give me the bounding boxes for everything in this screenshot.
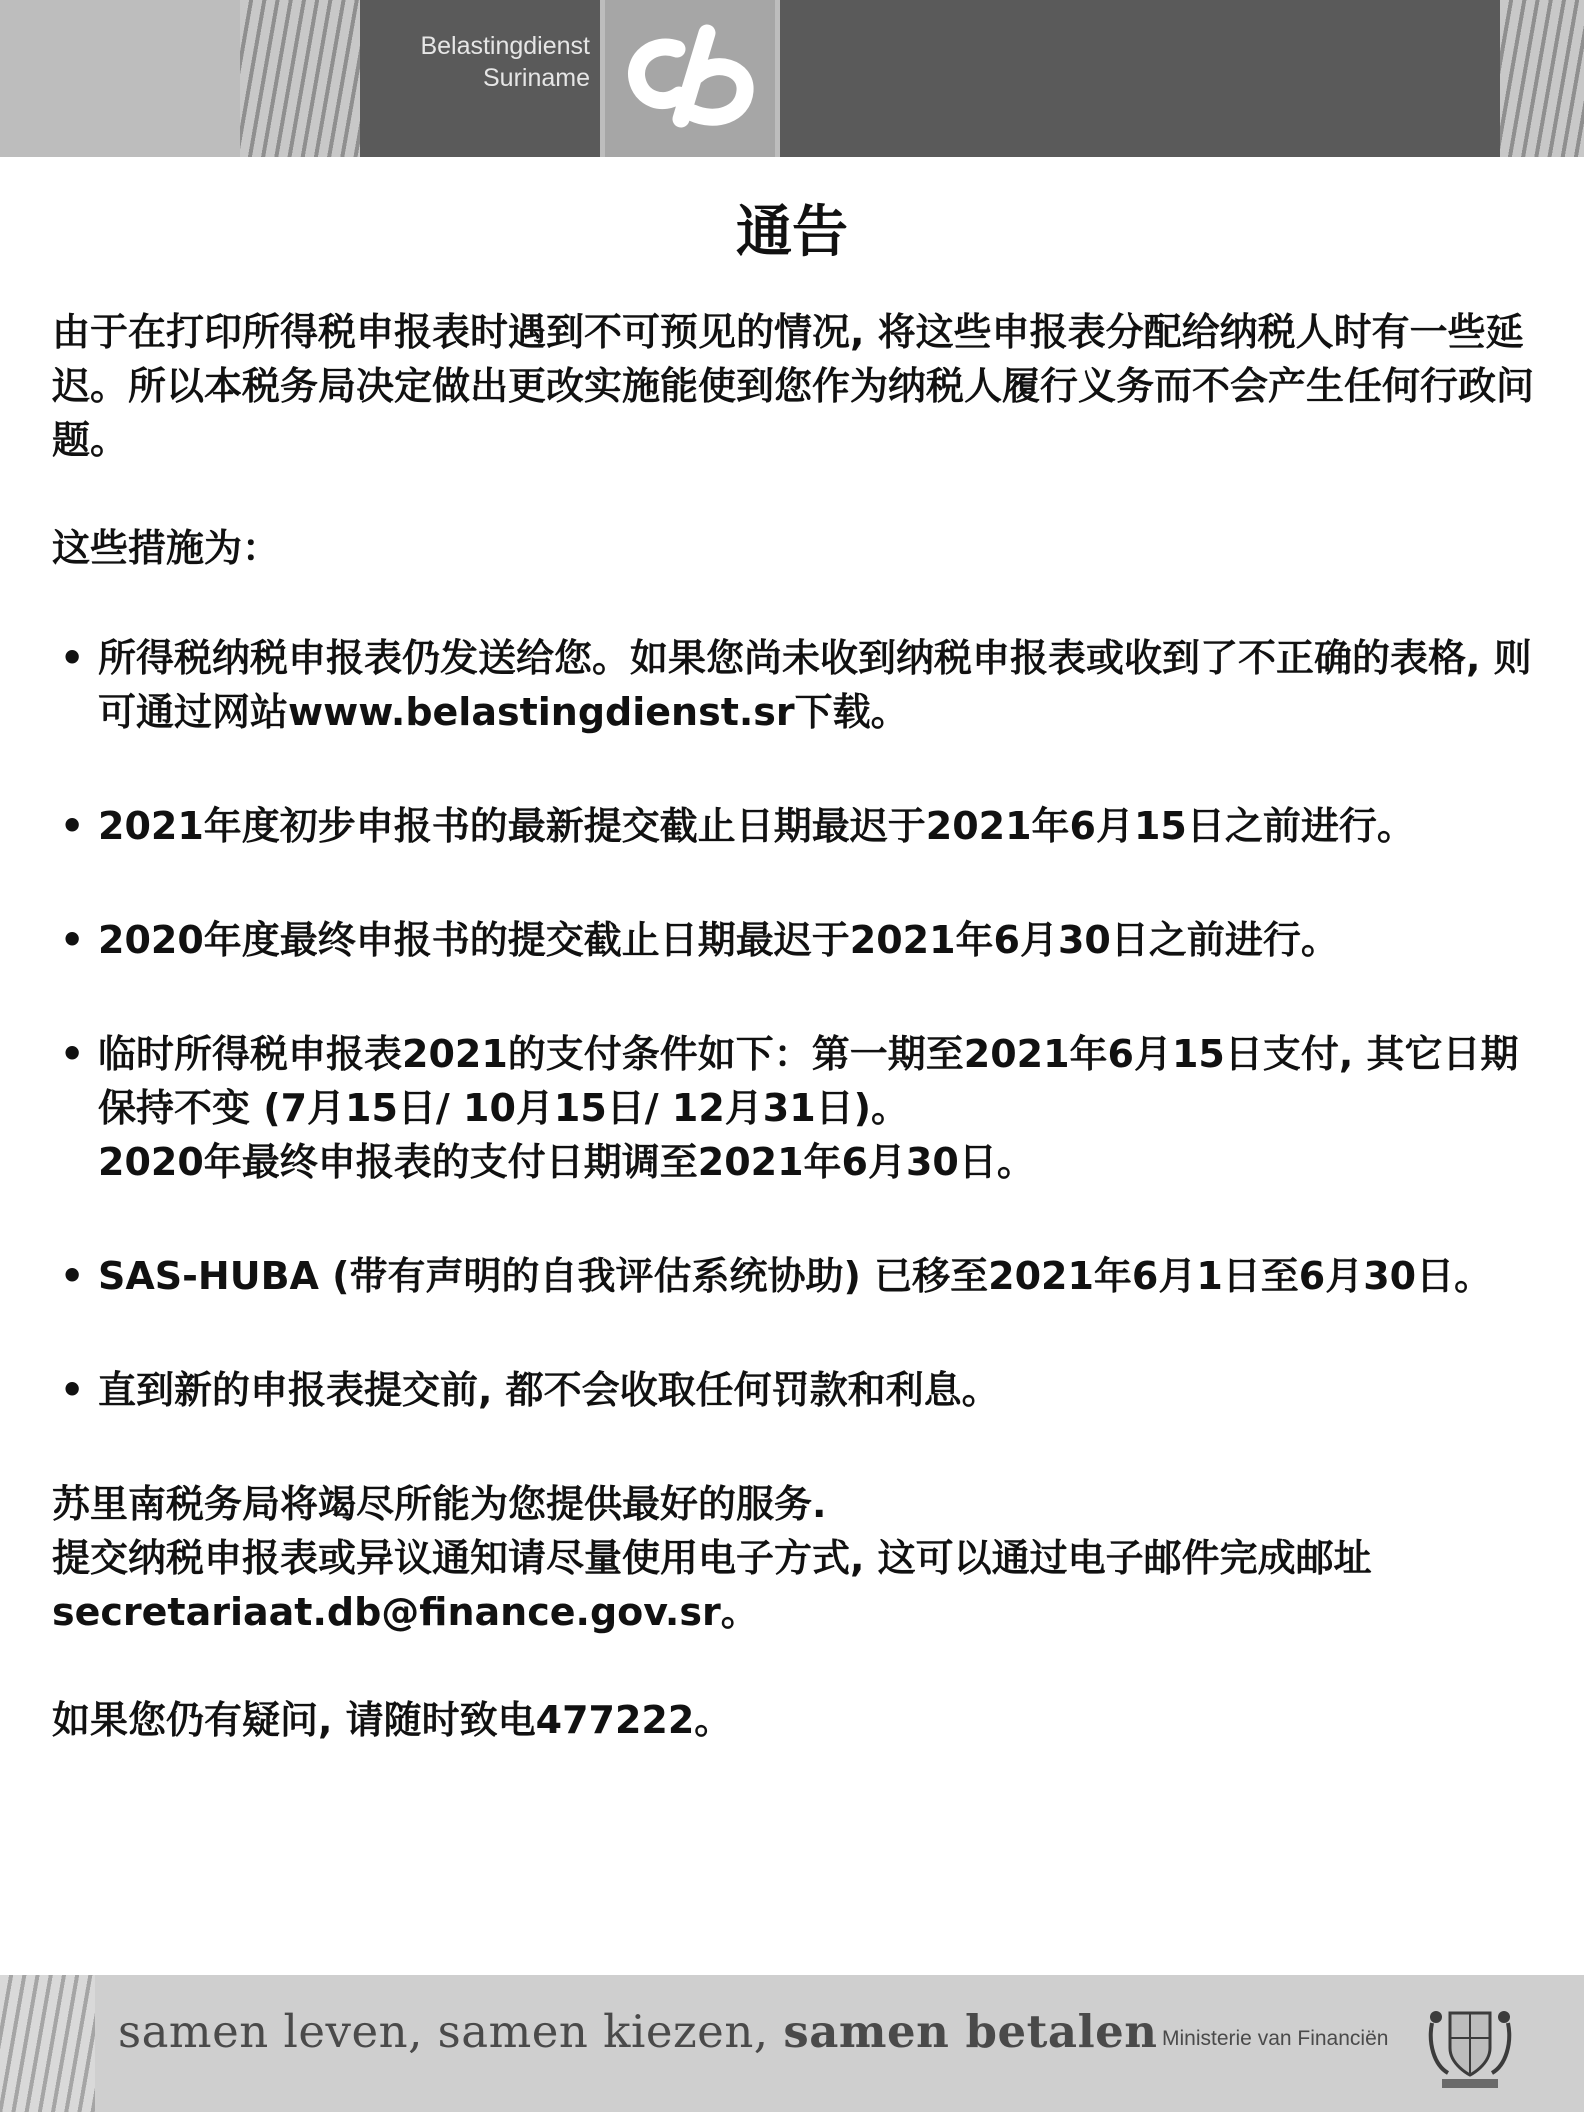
bullet-text-line2: 2020年最终申报表的支付日期调至2021年6月30日。 <box>98 1140 1035 1184</box>
footer-hatch <box>0 1975 95 2112</box>
list-item <box>52 913 1548 967</box>
header-hatch-left <box>240 0 360 157</box>
contact-line: 如果您仍有疑问, 请随时致电477222。 <box>52 1698 733 1742</box>
bullet-text: 直到新的申报表提交前, 都不会收取任何罚款和利息。 <box>98 1368 1000 1412</box>
header-hatch-right <box>1500 0 1584 157</box>
list-item <box>52 631 1548 739</box>
org-name-line1: Belastingdienst <box>420 32 590 60</box>
db-logo-icon <box>615 19 765 139</box>
slogan-part-1: samen leven, samen kiezen, <box>118 2005 784 2058</box>
slogan-part-2: samen betalen <box>783 2005 1158 2058</box>
bullet-text: SAS-HUBA (带有声明的自我评估系统协助) 已移至2021年6月1日至6月30日。 <box>98 1254 1493 1298</box>
closing-line-2: 提交纳税申报表或异议通知请尽量使用电子方式, 这可以通过电子邮件完成邮址secretariaat.db@finance.gov.sr。 <box>52 1536 1372 1634</box>
db-logo <box>605 0 775 157</box>
header-dark-panel-right <box>780 0 1500 157</box>
organization-name <box>360 30 590 94</box>
bullet-text: 所得税纳税申报表仍发送给您。如果您尚未收到纳税申报表或收到了不正确的表格, 则可通过网站www.belastingdienst.sr下载。 <box>98 636 1532 734</box>
measures-heading: 这些措施为： <box>52 526 281 570</box>
bullet-text: 临时所得税申报表2021的支付条件如下：第一期至2021年6月15日支付, 其它日期保持不变 (7月15日/ 10月15日/ 12月31日)。 <box>98 1032 1519 1130</box>
notice-title: 通告 <box>736 200 848 265</box>
closing-line-1: 苏里南税务局将竭尽所能为您提供最好的服务. <box>52 1482 827 1526</box>
measures-list <box>52 631 1552 1417</box>
bullet-text: 2021年度初步申报书的最新提交截止日期最迟于2021年6月15日之前进行。 <box>98 804 1415 848</box>
list-item <box>52 1027 1548 1189</box>
intro-paragraph: 由于在打印所得税申报表时遇到不可预见的情况, 将这些申报表分配给纳税人时有一些延迟。所以本税务局决定做出更改实施能使到您作为纳税人履行义务而不会产生任何行政问题。 <box>52 310 1535 462</box>
notice-body <box>52 305 1552 1747</box>
footer-slogan <box>118 2005 1158 2058</box>
ministry-name: Ministerie van Financiën <box>1162 2027 1389 2050</box>
header-banner <box>0 0 1584 157</box>
list-item <box>52 1249 1548 1303</box>
footer-banner <box>0 1975 1584 2112</box>
coat-of-arms-icon <box>1420 1993 1520 2093</box>
list-item <box>52 799 1548 853</box>
bullet-text: 2020年度最终申报书的提交截止日期最迟于2021年6月30日之前进行。 <box>98 918 1339 962</box>
list-item <box>52 1363 1548 1417</box>
org-name-line2: Suriname <box>483 64 590 92</box>
